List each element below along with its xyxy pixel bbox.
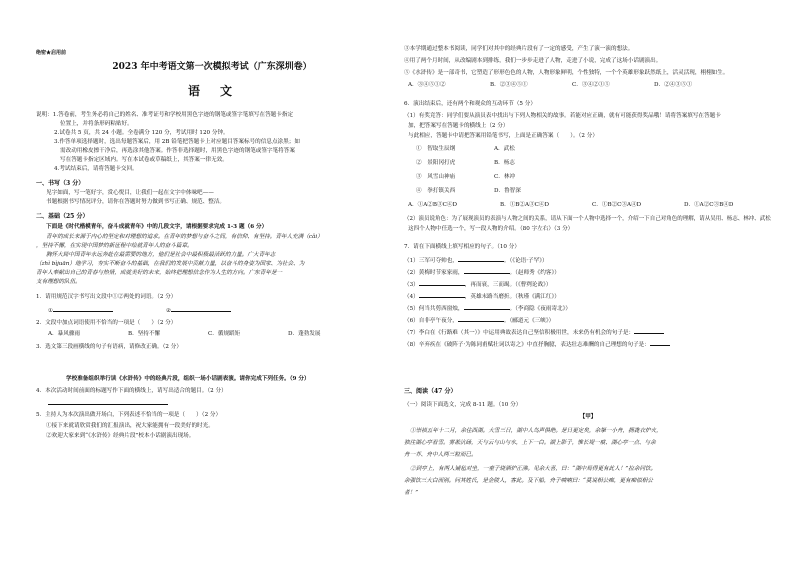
passage-jia-label: 【甲】 [579,414,597,420]
poem-line [404,268,560,277]
section-3-sub: （一）阅读下面选文，完成 8-11 题。（10 分） [404,402,522,408]
note-line: 4.考试结束后，请将答题卡交回。 [54,166,138,172]
q5-option-a[interactable]: A．③④⑤①② [408,82,446,88]
q1-blank-a-label: ① [48,308,54,314]
section-2b-intro: 学校准备组织举行读《水浒传》中的经典片段，组织一场小话剧表演。请你完成下列任务。（9 分） [66,376,310,382]
answer-blank[interactable] [48,399,168,405]
answer-blank[interactable] [458,316,504,322]
q1-blank-b[interactable] [166,306,231,315]
answer-blank[interactable] [634,328,664,334]
passage-line: 余强饮三大白而别。问其姓氏，是金陵人，客此。及下船，舟子喃喃曰：“莫说相公痴，更有痴似相公 [404,478,653,484]
poem-prefix: （5）何当共剪西窗烛， [404,306,464,312]
passage-line: 青年人奉献出自己的青春与热情，成就美好的未来，始终把理想信念作为人生的方向。广东青年是一 [36,270,283,276]
answer-blank[interactable] [464,268,510,274]
poem-suffix: 。（《论语·子罕》） [503,258,548,264]
q5-item: ①接下来就请欣赏我们的汇报演出，祝大家能拥有一段美好的时光。 [46,423,214,429]
poem-prefix: （4） [404,294,419,300]
note-line: 位置上，并将条形码粘贴好。 [60,121,133,127]
section-3-heading: 三、阅读（47 分） [404,388,457,395]
passage-line: ，坚持不懈，在实现中国梦的新征程中绘就青年人的奋斗篇章。 [36,243,193,249]
match-right: C．林冲 [494,174,516,180]
match-left: ① 智取生辰纲 [416,146,456,152]
answer-blank[interactable] [419,292,465,298]
poem-prefix: （3） [404,282,419,288]
poem-prefix: （2）黄梅时节家家雨， [404,270,464,276]
answer-blank[interactable] [419,280,465,286]
poem-suffix: ，再而衰，三而竭。（《曹刿论战》） [464,282,552,288]
section-1-heading: 一、书写（3 分） [36,180,85,187]
q5-option-b[interactable]: B．②③④⑤① [490,82,528,88]
q5-option-c[interactable]: C．③④②①⑤ [572,82,610,88]
q5-item: ③本学期通过整本书阅读，同学们对其中的经典片段有了一定的感受，产生了演一演的想法。 [404,46,634,52]
q5-option-d[interactable]: D．②④③⑤① [654,82,693,88]
q6-part-1: （1）有奖竞答：同学们要从演员表中找出与下列人物相关的故事。若能对应正确，就有可能获得奖品哦！请将答案填写在答题卡 [404,113,721,119]
answer-blank[interactable] [650,340,670,346]
question-1: 1．请用规范汉字书写出文段中①②两处的词语。（2 分） [36,294,177,300]
poem-line [404,316,554,325]
match-option-a[interactable]: A．①A②B③C④D [408,202,457,208]
note-line: 需改动用橡皮擦干净后，再选涂其他答案。作答非选择题时，用黑色字迹的钢笔或签字笔将答案 [60,148,295,154]
passage-line: 者！” [404,490,419,496]
question-7: 7．请在下面横线上填写相应的句子。（10 分） [404,244,520,250]
q6-part-1: 加，把答案写在答题卡的横线上（2 分） [408,123,509,129]
section-2-intro: 下面是《时代楷模青年，奋斗成就青年》中的几段文字，请根据要求完成 1-3 题（6 分） [46,224,268,230]
poem-line [404,256,548,265]
note-line: 3.作答单项选择题时，选出每题答案后，用 2B 铅笔把答题卡上对应题目答案标号的信息点涂黑；如 [54,139,300,145]
match-left: ③ 风雪山神庙 [416,174,456,180]
q1-blank-b-label: ② [166,308,172,314]
poem-line [404,304,571,313]
match-left: ④ 拳打镇关西 [416,188,456,194]
q5-item: ②欢迎大家来到“《水浒传》经典片段”校本小话剧演出现场。 [46,433,195,439]
passage-line: 独往湖心亭看雪。雾凇沆砀，天与云与山与水，上下一白。湖上影子，惟长堤一痕、湖心亭一点、与余 [404,440,656,446]
q6-part-2: （2）演员说角色：为了展现演员的表演与人物之间的关系，请从下面一个人物中选择一个，介绍一下自己对角色的理解，请从吴用、杨志、林冲、武松 [404,216,771,222]
note-line: 写在答题卡指定区域内。写在本试卷或草稿纸上，其答案一律无效。 [60,157,228,163]
match-option-d[interactable]: D．①A②C③B④D [684,202,734,208]
answer-blank[interactable] [458,256,504,262]
question-2: 2．文段中加点词语使用不恰当的一项是（ ）（2 分） [36,320,177,326]
passage-line: ②到亭上，有两人铺毡对坐，一童子烧酒炉正沸。见余大喜，曰：“湖中焉得更有此人！”拉余同饮。 [410,466,657,472]
q2-option-b[interactable]: B．坚持不懈 [128,331,161,337]
match-right: A．武松 [494,146,515,152]
poem-prompt: （7）李白在《行路难（其一）》中运用典故表达自己坚信积极用世，未来仍有机会的句子是： [404,330,635,336]
poem-line-8 [404,340,670,349]
match-option-b[interactable]: B．①B②A③C④D [500,202,549,208]
poem-suffix: ，英雄末路当磨折。（秋瑾《满江红》） [464,294,560,300]
passage-line: 青年的成长来源于内心的坚定和对理想的追求。在青年的梦想与奋斗之间，有信仰、有坚持。青年人充满（cǎi） [46,234,323,240]
poem-suffix: 。（赵师秀《约客》） [509,270,560,276]
note-line: 说明：1.答卷前，考生务必将自己的姓名、准考证号和学校用黑色字迹的钢笔或签字笔填写在答题卡指定 [36,112,294,118]
question-4: 4．本次活动时间前面的标题写作下面的横线上，请写出适合的题目。（2 分） [36,388,227,394]
match-right: D．鲁智深 [494,188,521,194]
poem-line [404,280,551,289]
section-2-heading: 二、基础（25 分） [36,213,89,220]
q6-part-1: 与此相应，答题卡中请把答案用铅笔书写，上面是正确答案（ ）。（2 分） [408,133,598,139]
poem-prefix: （1）三军可夺帅也， [404,258,458,264]
section-1-text: 书题根据书写情况评分，请你在答题时努力做到书写正确、规范、整洁。 [46,199,226,205]
poem-suffix: 。（郦道元《三峡》） [503,318,555,324]
q2-option-d[interactable]: D．蓬勃发展 [288,331,321,337]
q4-blank[interactable] [48,399,168,408]
section-1-text: 见字如面，写一笔好字，赏心悦目，让我们一起在文字中体味吧—— [46,190,214,196]
q1-blank-a[interactable] [48,306,113,315]
answer-blank[interactable] [171,306,231,312]
poem-prompt: （8）辛弃疾在《破阵子·为陈同甫赋壮词以寄之》中直抒胸臆，表达壮志难酬的自己理想的句子是： [404,342,650,348]
question-3: 3．选文第三段画横线的句子有语病，请修改正确。（2 分） [36,344,182,350]
passage-line: 舟一芥、舟中人两三粒而已。 [404,452,477,458]
subject-title: 语 文 [187,84,236,98]
match-left: ② 景阳冈打虎 [416,160,456,166]
secret-label: 绝密★启用前 [36,50,67,56]
left-column [36,0,388,562]
poem-prefix: （6）自非亭午夜分， [404,318,458,324]
right-column [404,0,772,562]
exam-title: 2023 年中考语文第一次模拟考试（广东深圳卷） [112,62,312,72]
question-6: 6．演出结束后，还有两个和观众的互动环节（5 分） [404,101,536,107]
poem-line [404,292,560,301]
answer-blank[interactable] [53,306,113,312]
poem-line-7 [404,328,664,337]
note-line: 2.试卷共 5 页，共 24 小题。全卷满分 120 分，考试用时 120 分钟。 [54,130,229,136]
passage-line: ①崇祯五年十二月，余住西湖。大雪三日，湖中人鸟声俱绝。是日更定矣，余拏一小舟，拥毳衣炉火， [410,428,662,434]
match-right: B．杨志 [494,160,515,166]
question-5: 5．主持人为本次演出做开场白，下列表述不恰当的一项是（ ）（2 分） [36,412,222,418]
passage-line: 胸怀大局中国青年永远奔赴在最需要的地方，他们是社会中最积极最活跃的力量。广大青年志 [46,252,276,258]
q2-option-c[interactable]: C．循规蹈矩 [208,331,241,337]
poem-suffix: 。（李商隐《夜雨寄北》） [509,306,572,312]
passage-line: （zhì bìjuān）地学习，夯实不断奋斗的基础，在我们的发展中贡献力量，以奋斗的身姿为国家、为社会、为 [36,261,305,267]
answer-blank[interactable] [464,304,510,310]
q6-part-2: 这四个人物中任选一个，写一段人物的介绍。（80 字左右）（3 分） [408,226,574,232]
passage-line: 支有理想的队伍。 [36,279,81,285]
q5-item: ⑤《水浒传》是一部奇书，它塑造了形形色色的人物，人物形象鲜明，个性独特，一个个英雄形象跃然纸上，活灵活现，栩栩如生。 [404,70,729,76]
match-option-c[interactable]: C．①B②C③A④D [592,202,642,208]
q5-item: ④用了两个月时间，从改编剧本到排练，我们一步步走进了人物，走进了小说，完成了这场小话剧演出。 [404,58,662,64]
q2-option-a[interactable]: A．暴风骤雨 [48,331,81,337]
